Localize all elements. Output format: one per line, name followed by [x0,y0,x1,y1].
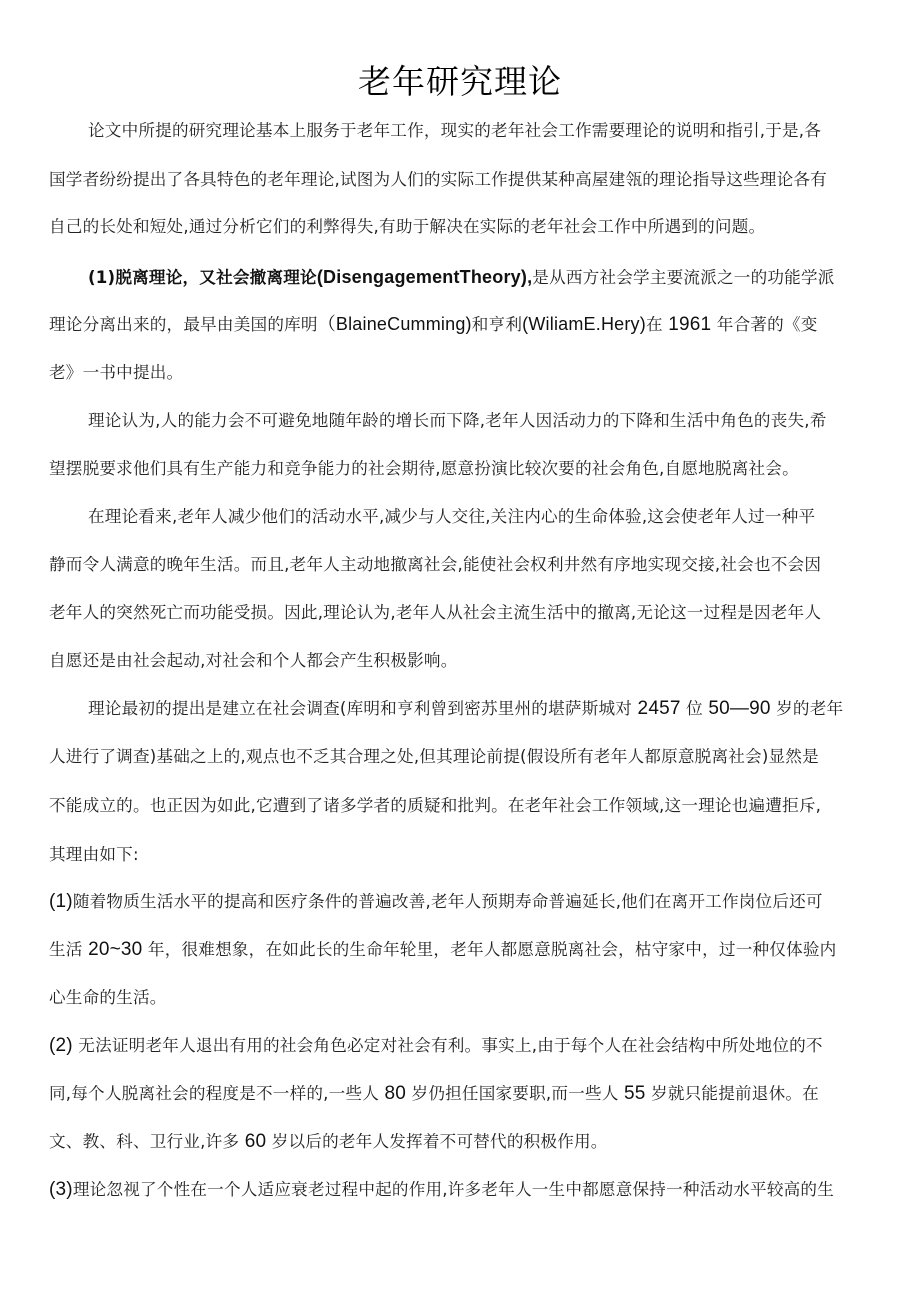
text-span: 和亨利 [471,315,523,334]
list-number: (1) [49,891,73,912]
text-span: 无法证明老年人退出有用的社会角色必定对社会有利。事实上,由于每个人在社会结构中所处地位的不 [72,1036,823,1055]
text-span: 文、教、科、卫行业,许多 [49,1132,245,1151]
age-range: 50—90 [708,698,771,719]
text-span: 随着物质生活水平的提高和医疗条件的普遍改善,老年人预期寿命普遍延长,他们在离开工作岗位后还可 [72,892,823,911]
text-span: 生活 [49,940,89,959]
age-number: 55 [624,1083,646,1104]
text-line: 自愿还是由社会起动,对社会和个人都会产生积极影响。 [49,651,458,670]
text-line: 望摆脱要求他们具有生产能力和竞争能力的社会期待,愿意扮演比较次要的社会角色,自愿地脱离社会。 [49,459,799,478]
text-span: 同,每个人脱离社会的程度是不一样的,一些人 [49,1084,385,1103]
text-line [88,699,843,719]
text-line: 心生命的生活。 [49,988,167,1007]
text-line [49,1036,823,1056]
text-span: 位 [680,699,709,718]
age-number: 80 [384,1083,407,1104]
text-span: 年合著的《变 [711,315,818,334]
text-line: 人进行了调查)基础之上的,观点也不乏其合理之处,但其理论前提(假设所有老年人都原意脱离社会)显然是 [49,747,819,766]
text-line [49,1084,819,1104]
text-line: 论文中所提的研究理论基本上服务于老年工作，现实的老年社会工作需要理论的说明和指引,于是,各 [88,121,822,140]
page-title: 老年研究理论 [358,62,562,102]
text-span: 年，很难想象，在如此长的生命年轮里，老年人都愿意脱离社会，枯守家中，过一种仅体验内 [142,940,837,959]
year-range: 20~30 [88,939,143,960]
text-line [49,940,836,960]
text-line [49,1132,608,1152]
year-number: 1961 [668,314,712,335]
section-heading-line [88,267,835,288]
text-line [49,892,823,912]
text-span: 理论最初的提出是建立在社会调查(库明和亨利曾到密苏里州的堪萨斯城对 [88,699,638,718]
text-line: 在理论看来,老年人减少他们的活动水平,减少与人交往,关注内心的生命体验,这会使老年人过一种平 [88,507,816,526]
list-number: (2) [49,1035,73,1056]
text-line [49,314,818,335]
text-line: 其理由如下: [49,845,139,864]
text-span: 岁以后的老年人发挥着不可替代的积极作用。 [266,1132,608,1151]
count-number: 2457 [637,698,681,719]
text-line [49,1180,834,1200]
text-line: 老年人的突然死亡而功能受损。因此,理论认为,老年人从社会主流生活中的撤离,无论这一过程是因老年人 [49,603,822,622]
text-line: 静而令人满意的晚年生活。而且,老年人主动地撤离社会,能使社会权利井然有序地实现交接,社会也不会因 [49,555,822,574]
age-number: 60 [244,1131,267,1152]
theory-english-name: (DisengagementTheory), [316,267,533,287]
text-span: 理论分离出来的，最早由美国的库明 [49,315,318,334]
author-name: (WiliamE.Hery) [522,314,646,334]
text-span: 在 [645,315,669,334]
list-number: (3) [49,1179,73,1200]
text-span: 理论忽视了个性在一个人适应衰老过程中起的作用,许多老年人一生中都愿意保持一种活动水平较高的生 [72,1180,835,1199]
text-line: 老》一书中提出。 [49,363,184,382]
text-span: 岁仍担任国家要职,而一些人 [406,1084,625,1103]
text-line: 理论认为,人的能力会不可避免地随年龄的增长而下降,老年人因活动力的下降和生活中角色的丧失,希 [88,411,827,430]
author-name: （BlaineCumming) [317,314,472,334]
text-span: 岁就只能提前退休。在 [645,1084,819,1103]
text-line: 国学者纷纷提出了各具特色的老年理论,试图为人们的实际工作提供某种高屋建瓴的理论指导这些理论各有 [49,170,827,189]
text-span: 岁的老年 [770,699,844,718]
text-line: 自己的长处和短处,通过分析它们的利弊得失,有助于解决在实际的老年社会工作中所遇到的问题。 [49,217,766,236]
text-line: 不能成立的。也正因为如此,它遭到了诸多学者的质疑和批判。在老年社会工作领域,这一理论也遍遭拒斥, [49,796,822,815]
section-heading: (1)脱离理论，又社会撤离理论 [88,268,317,287]
text-span: 是从西方社会学主要流派之一的功能学派 [532,268,835,287]
